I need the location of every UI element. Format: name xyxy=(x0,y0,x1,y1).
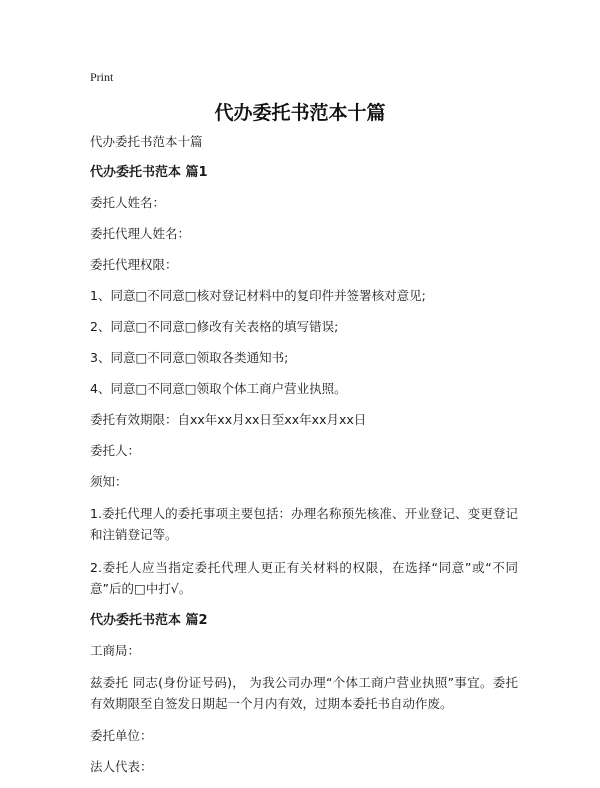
intro-paragraph: 代办委托书范本十篇 xyxy=(90,134,203,149)
paragraph: 委托单位： xyxy=(90,728,153,743)
document-body xyxy=(90,132,518,788)
paragraph: 委托代理权限： xyxy=(90,257,178,272)
list-item: 4、同意□不同意□领取个体工商户营业执照。 xyxy=(90,381,347,396)
list-item: 3、同意□不同意□领取各类通知书; xyxy=(90,350,289,365)
section-heading-2: 代办委托书范本 篇2 xyxy=(90,613,208,628)
paragraph: 须知： xyxy=(90,474,128,489)
paragraph: 委托人： xyxy=(90,443,141,458)
print-link[interactable]: Print xyxy=(90,70,114,84)
paragraph: 1.委托代理人的委托事项主要包括：办理名称预先核准、开业登记、变更登记和注销登记等。 xyxy=(90,506,518,542)
paragraph: 工商局： xyxy=(90,643,141,658)
document-title: 代办委托书范本十篇 xyxy=(214,102,386,124)
paragraph: 委托代理人姓名： xyxy=(90,226,191,241)
paragraph: 委托人姓名： xyxy=(90,195,166,210)
paragraph: 法人代表： xyxy=(90,759,153,774)
section-heading-1: 代办委托书范本 篇1 xyxy=(90,165,208,180)
paragraph: 委托有效期限：自xx年xx月xx日至xx年xx月xx日 xyxy=(90,412,367,427)
list-item: 1、同意□不同意□核对登记材料中的复印件并签署核对意见; xyxy=(90,288,426,303)
paragraph: 2.委托人应当指定委托代理人更正有关材料的权限，在选择“同意”或“不同意”后的□中打√。 xyxy=(90,560,518,596)
list-item: 2、同意□不同意□修改有关表格的填写错误; xyxy=(90,319,339,334)
paragraph: 兹委托 同志(身份证号码)， 为我公司办理“个体工商户营业执照”事宜。委托有效期限至自签发日期起一个月内有效，过期本委托书自动作废。 xyxy=(90,675,518,711)
